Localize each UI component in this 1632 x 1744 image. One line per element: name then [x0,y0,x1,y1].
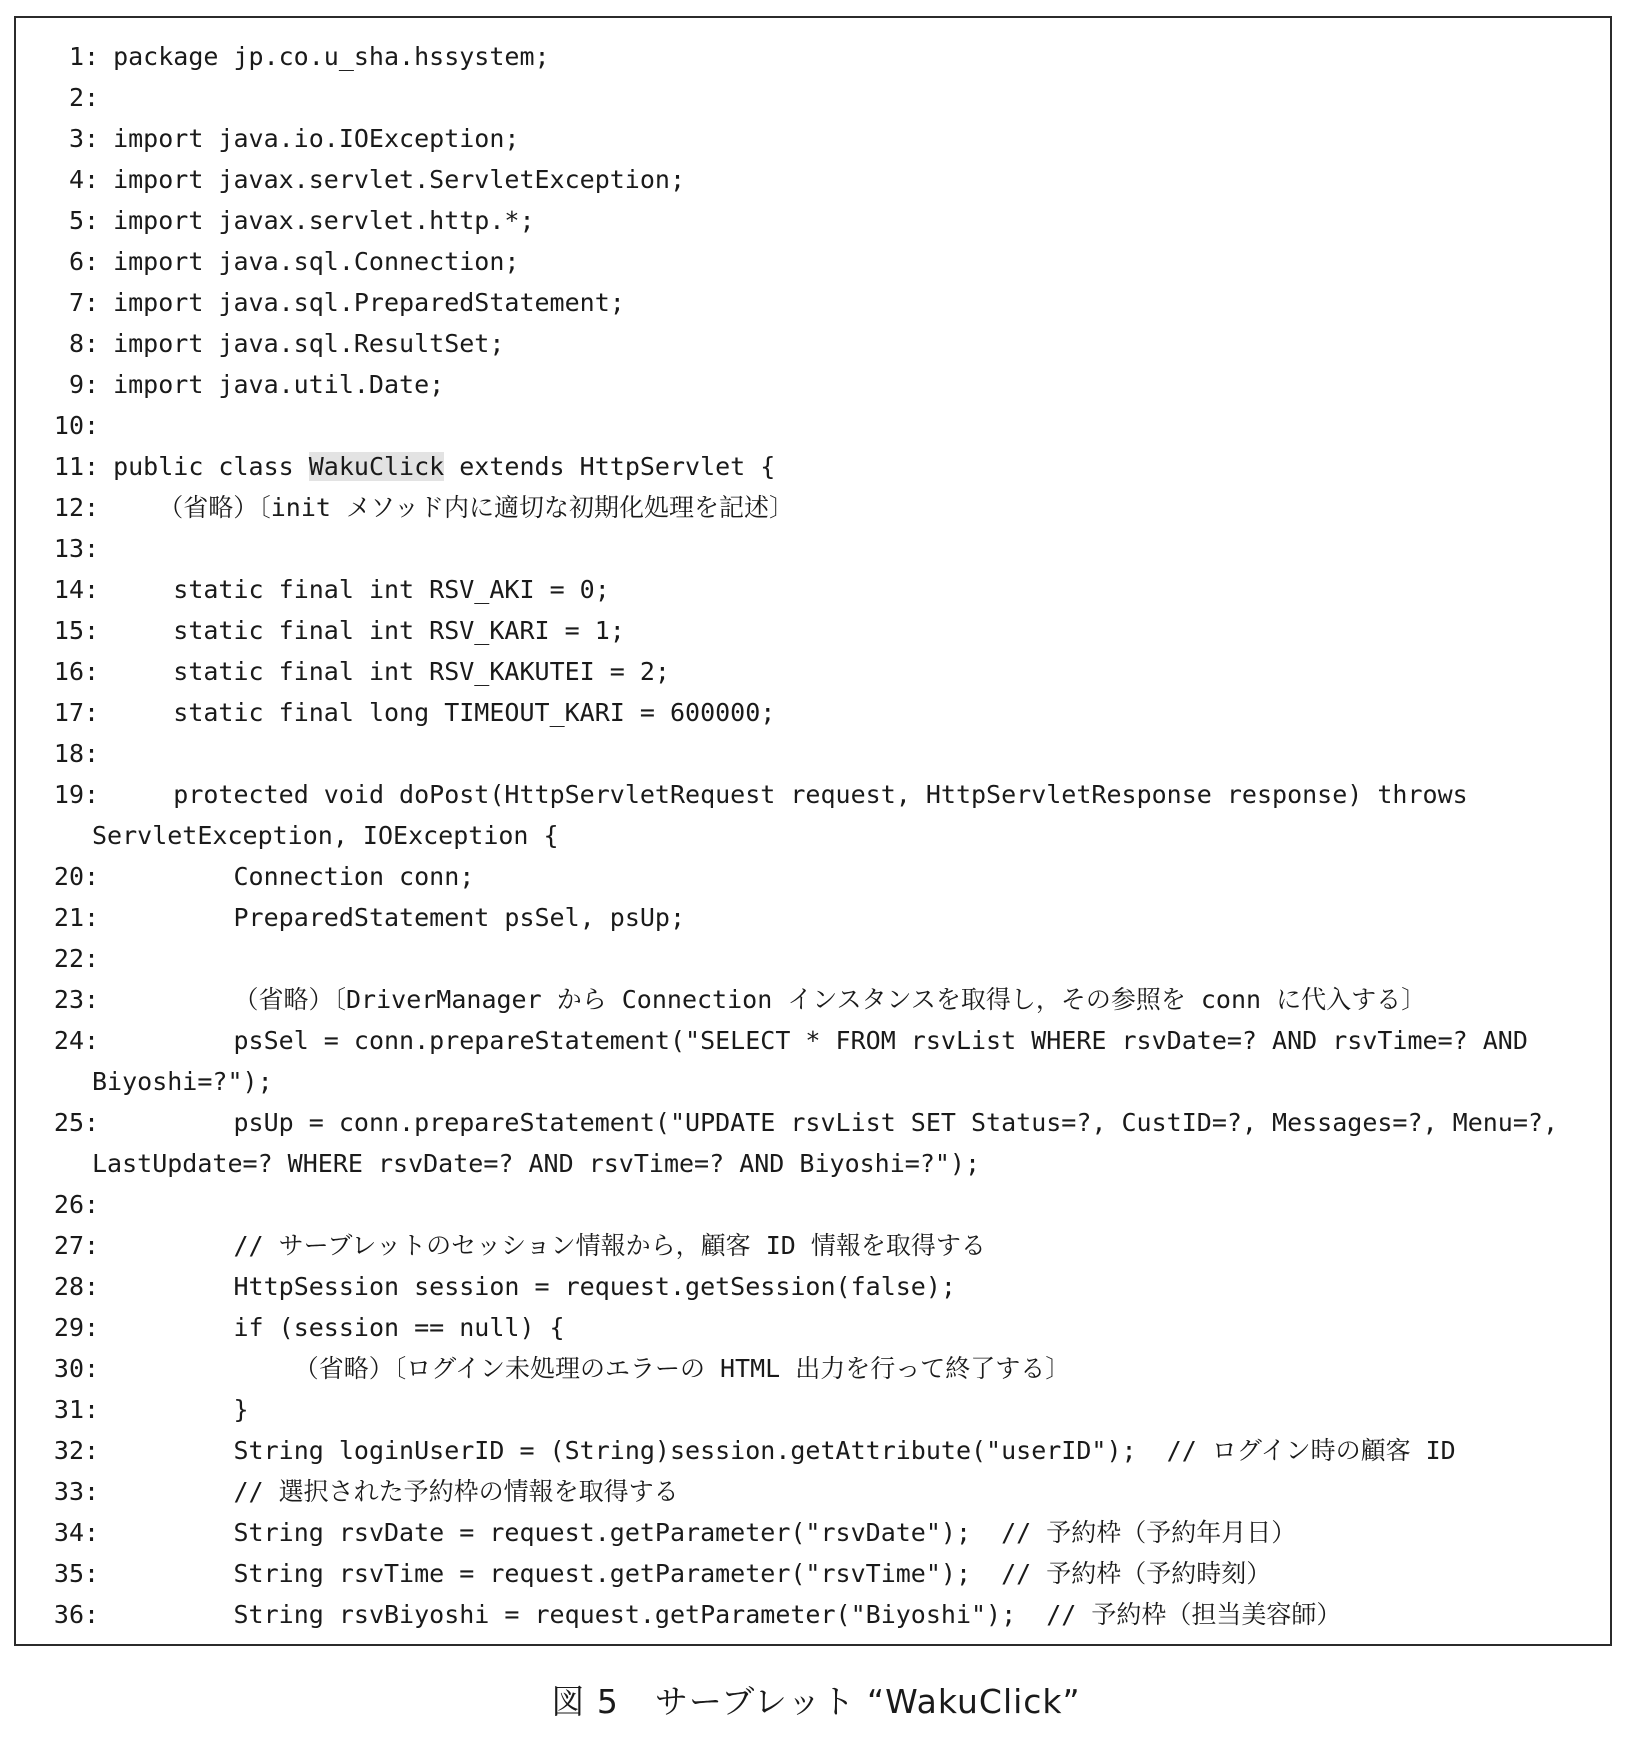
line-number-colon: : [84,288,100,317]
line-number-colon: : [84,1354,100,1383]
code-line [16,405,1610,446]
code-line [16,1184,1610,1225]
code-text: import java.sql.PreparedStatement; [113,288,625,317]
code-text: // サーブレットのセッション情報から，顧客 ID 情報を取得する [113,1231,986,1260]
code-listing-box [14,16,1612,1646]
line-number-colon: : [84,944,100,973]
line-number: 31 [53,1395,84,1424]
code-text: import javax.servlet.ServletException; [113,165,686,194]
line-number: 2 [68,83,84,112]
line-number: 3 [68,124,84,153]
code-line [16,241,1610,282]
code-text: Connection conn; [113,862,475,891]
code-text: HttpSession session = request.getSession(false); [113,1272,956,1301]
code-line [16,1594,1610,1635]
line-number: 11 [53,452,84,481]
code-text: import java.sql.Connection; [113,247,520,276]
line-number: 29 [53,1313,84,1342]
line-number-colon: : [84,616,100,645]
code-text: String rsvBiyoshi = request.getParameter("Biyoshi"); // 予約枠（担当美容師） [113,1600,1342,1629]
line-number-colon: : [84,493,100,522]
line-number: 13 [53,534,84,563]
line-number: 14 [53,575,84,604]
line-number-colon: : [84,411,100,440]
line-number-colon: : [84,1395,100,1424]
code-line [16,692,1610,733]
line-number-colon: : [84,42,100,71]
line-number-colon: : [84,985,100,1014]
line-number: 7 [68,288,84,317]
line-number-colon: : [84,698,100,727]
line-number: 35 [53,1559,84,1588]
line-number-colon: : [84,1272,100,1301]
line-number-colon: : [84,1313,100,1342]
code-line-continuation: Biyoshi=?"); [92,1067,273,1096]
code-text: PreparedStatement psSel, psUp; [113,903,686,932]
line-number-colon: : [84,1600,100,1629]
code-line [16,1225,1610,1266]
code-text: } [113,1395,249,1424]
line-number: 33 [53,1477,84,1506]
code-text: String rsvTime = request.getParameter("rsvTime"); // 予約枠（予約時刻） [113,1559,1272,1588]
code-line-continuation: LastUpdate=? WHERE rsvDate=? AND rsvTime=? AND Biyoshi=?"); [92,1149,981,1178]
line-number: 28 [53,1272,84,1301]
code-line [16,282,1610,323]
line-number: 18 [53,739,84,768]
code-text: if (session == null) { [113,1313,565,1342]
line-number: 16 [53,657,84,686]
figure-caption [0,1676,1632,1723]
line-number-colon: : [84,780,100,809]
line-number: 26 [53,1190,84,1219]
code-line [16,323,1610,364]
code-line [16,200,1610,241]
line-number: 10 [53,411,84,440]
code-text: （省略）〔DriverManager から Connection インスタンスを取得し，その参照を conn に代入する〕 [113,985,1427,1014]
line-number-colon: : [84,247,100,276]
line-number: 30 [53,1354,84,1383]
figure-title: サーブレット “WakuClick” [654,1682,1081,1721]
code-text: （省略）〔ログイン未処理のエラーの HTML 出力を行って終了する〕 [113,1354,1071,1383]
line-number: 36 [53,1600,84,1629]
code-line [16,774,1610,815]
line-number: 6 [68,247,84,276]
line-number: 22 [53,944,84,973]
line-number-colon: : [84,1518,100,1547]
line-number: 4 [68,165,84,194]
line-number: 15 [53,616,84,645]
code-text: // 選択された予約枠の情報を取得する [113,1477,679,1506]
line-number-colon: : [84,124,100,153]
line-number: 23 [53,985,84,1014]
line-number: 34 [53,1518,84,1547]
code-line [16,1102,1610,1143]
line-number-colon: : [84,534,100,563]
line-number-colon: : [84,739,100,768]
code-line [16,118,1610,159]
line-number: 32 [53,1436,84,1465]
code-line [16,733,1610,774]
code-line [16,1430,1610,1471]
code-line [16,487,1610,528]
line-number: 24 [53,1026,84,1055]
code-text: static final long TIMEOUT_KARI = 600000; [113,698,776,727]
code-line [16,1512,1610,1553]
line-number: 19 [53,780,84,809]
line-number-colon: : [84,370,100,399]
code-line [16,1471,1610,1512]
line-number-colon: : [84,1190,100,1219]
line-number: 8 [68,329,84,358]
line-number-colon: : [84,1026,100,1055]
line-number: 17 [53,698,84,727]
line-number-colon: : [84,1108,100,1137]
code-text: （省略）〔init メソッド内に適切な初期化処理を記述〕 [113,493,794,522]
code-lines [16,36,1610,1635]
code-line [16,569,1610,610]
line-number-colon: : [84,1436,100,1465]
code-text: String rsvDate = request.getParameter("rsvDate"); // 予約枠（予約年月日） [113,1518,1297,1547]
code-line [16,897,1610,938]
code-text: import java.sql.ResultSet; [113,329,505,358]
line-number: 5 [68,206,84,235]
code-line [16,159,1610,200]
code-line [16,77,1610,118]
line-number: 27 [53,1231,84,1260]
code-line [16,979,1610,1020]
figure-number: 図 5 [551,1682,619,1721]
code-line [16,856,1610,897]
line-number-colon: : [84,903,100,932]
line-number-colon: : [84,206,100,235]
code-line [16,1553,1610,1594]
code-segment: extends HttpServlet { [444,452,776,481]
code-line [16,610,1610,651]
code-line [16,651,1610,692]
code-text: String loginUserID = (String)session.getAttribute("userID"); // ログイン時の顧客 ID [113,1436,1456,1465]
line-number-colon: : [84,1559,100,1588]
line-number-colon: : [84,1477,100,1506]
line-number: 25 [53,1108,84,1137]
line-number-colon: : [84,165,100,194]
line-number-colon: : [84,1231,100,1260]
line-number-colon: : [84,452,100,481]
code-text: protected void doPost(HttpServletRequest request, HttpServletResponse response) throws [113,780,1468,809]
code-text: import java.util.Date; [113,370,445,399]
code-line [16,446,1610,487]
line-number: 20 [53,862,84,891]
code-line [16,1020,1610,1061]
code-line [16,1389,1610,1430]
code-line [16,36,1610,77]
line-number-colon: : [84,862,100,891]
line-number-colon: : [84,575,100,604]
line-number: 21 [53,903,84,932]
line-number-colon: : [84,657,100,686]
code-text: static final int RSV_KARI = 1; [113,616,625,645]
code-text: psUp = conn.prepareStatement("UPDATE rsvList SET Status=?, CustID=?, Messages=?, Menu=?, [113,1108,1558,1137]
line-number: 12 [53,493,84,522]
highlighted-class-name: WakuClick [308,452,445,481]
code-text: psSel = conn.prepareStatement("SELECT * FROM rsvList WHERE rsvDate=? AND rsvTime=? AND [113,1026,1528,1055]
line-number: 9 [68,370,84,399]
code-line-continuation: ServletException, IOException { [92,821,559,850]
code-line [16,528,1610,569]
code-segment: public class [113,452,309,481]
code-line [16,1266,1610,1307]
code-line [16,938,1610,979]
code-line [16,1307,1610,1348]
line-number-colon: : [84,329,100,358]
line-number: 1 [68,42,84,71]
code-line [16,364,1610,405]
code-line [16,1348,1610,1389]
code-text [99,446,1610,487]
code-text: import java.io.IOException; [113,124,520,153]
line-number-colon: : [84,83,100,112]
code-text: static final int RSV_AKI = 0; [113,575,610,604]
code-text: static final int RSV_KAKUTEI = 2; [113,657,670,686]
code-text: import javax.servlet.http.*; [113,206,535,235]
code-text: package jp.co.u_sha.hssystem; [113,42,550,71]
